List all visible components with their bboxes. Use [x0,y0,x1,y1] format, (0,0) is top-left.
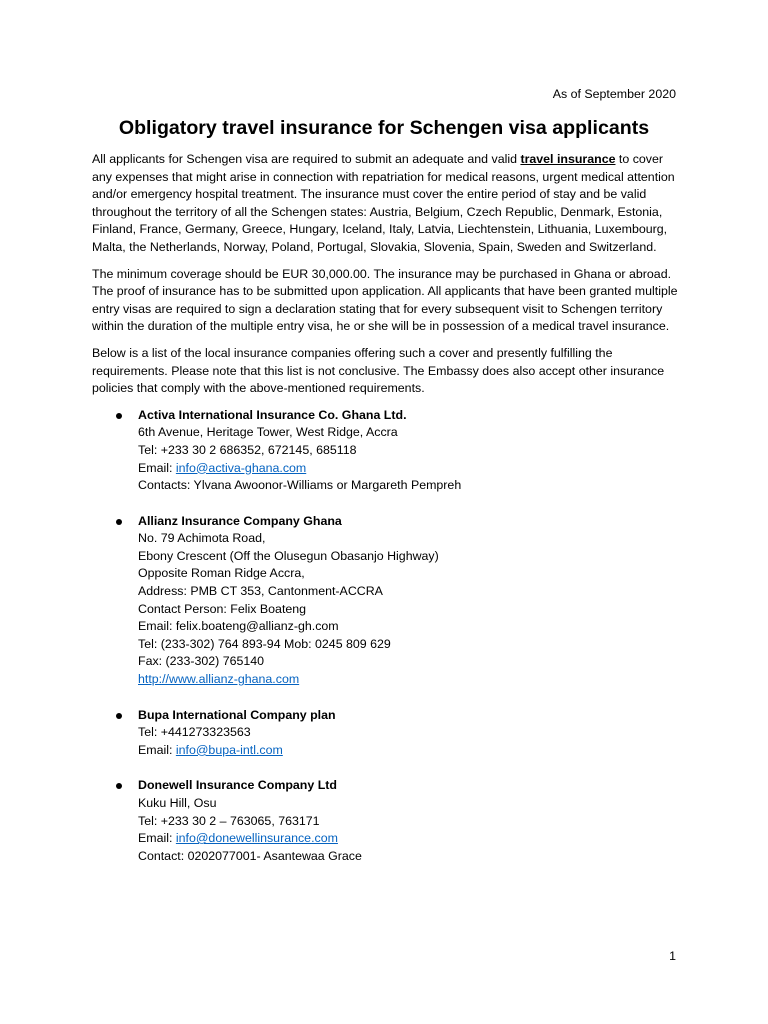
company-contact: Contact: 0202077001- Asantewaa Grace [138,848,362,863]
document-date: As of September 2020 [552,87,676,101]
company-address-line-2: Ebony Crescent (Off the Olusegun Obasanjo Highway) [138,548,439,563]
company-activa [92,407,680,495]
company-address-line-3: Opposite Roman Ridge Accra, [138,566,305,581]
company-phone: Tel: +441273323563 [138,725,251,740]
email-label: Email: [138,460,176,475]
intro-paragraph-1 [92,151,680,257]
email-label: Email: [138,831,176,846]
company-email-link[interactable]: info@bupa-intl.com [175,742,283,757]
company-email-line: Email: felix.boateng@allianz-gh.com [138,619,339,634]
company-donewell [92,777,680,865]
bullet-icon [116,519,122,525]
company-phone: Tel: +233 30 2 686352, 672145, 685118 [138,442,357,457]
company-name: Bupa International Company plan [138,707,336,722]
company-website-link[interactable]: http://www.allianz-ghana.com [138,672,300,687]
company-postal-address: Address: PMB CT 353, Cantonment-ACCRA [138,584,383,599]
company-bupa [92,707,680,760]
bullet-icon [116,713,122,719]
company-address: 6th Avenue, Heritage Tower, West Ridge, Accra [138,425,398,440]
company-email-link[interactable]: info@activa-ghana.com [175,460,307,475]
company-email-line [138,742,680,760]
company-name: Donewell Insurance Company Ltd [138,778,337,793]
company-address-line-1: No. 79 Achimota Road, [138,531,266,546]
company-name: Allianz Insurance Company Ghana [138,513,342,528]
page-number: 1 [669,949,676,963]
company-email-link[interactable]: info@donewellinsurance.com [175,831,338,846]
intro-text-start: All applicants for Schengen visa are required to submit an adequate and valid [92,152,521,166]
company-phone: Tel: (233-302) 764 893-94 Mob: 0245 809 629 [138,636,391,651]
company-allianz [92,513,680,689]
document-body [92,151,680,883]
travel-insurance-term: travel insurance [520,152,616,166]
company-contact-person: Contact Person: Felix Boateng [138,601,307,616]
company-fax: Fax: (233-302) 765140 [138,654,265,669]
bullet-icon [116,783,122,789]
bullet-icon [116,413,122,419]
company-phone: Tel: +233 30 2 – 763065, 763171 [138,813,320,828]
company-name: Activa International Insurance Co. Ghana Ltd. [138,407,407,422]
intro-paragraph-2: The minimum coverage should be EUR 30,000.00. The insurance may be purchased in Ghana or abroad. The proof of insurance has to be submitted upon application. All applicants that have been granted multiple entry visas are required to sign a declaration stating that for every subsequent visit to Schengen territory within the duration of the multiple entry visa, he or she will be in possession of a medical travel insurance. [92,266,678,334]
company-email-line [138,460,680,478]
intro-paragraph-3: Below is a list of the local insurance companies offering such a cover and presently fulfilling the requirements. Please note that this list is not conclusive. The Embassy does also accept other insurance policies that comply with the above-mentioned requirements. [92,345,665,396]
company-email-line [138,830,680,848]
document-title: Obligatory travel insurance for Schengen visa applicants [118,117,650,139]
intro-text-end: to cover any expenses that might arise in connection with repatriation for medical reasons, urgent medical attention and/or emergency hospital treatment. The insurance must cover the entire period of stay and be valid throughout the territory of all the Schengen states: Austria, Belgium, Czech Republic, Denmark, Estonia, Finland, France, Germany, Greece, Hungary, Iceland, Italy, Latvia, Liechtenstein, Lithuania, Luxembourg, Malta, the Netherlands, Norway, Poland, Portugal, Slovakia, Slovenia, Spain, Sweden and Switzerland. [92,152,675,254]
insurance-company-list [92,407,680,866]
company-contacts: Contacts: Ylvana Awoonor-Williams or Margareth Pempreh [138,478,462,493]
company-address: Kuku Hill, Osu [138,796,217,810]
email-label: Email: [138,742,176,757]
